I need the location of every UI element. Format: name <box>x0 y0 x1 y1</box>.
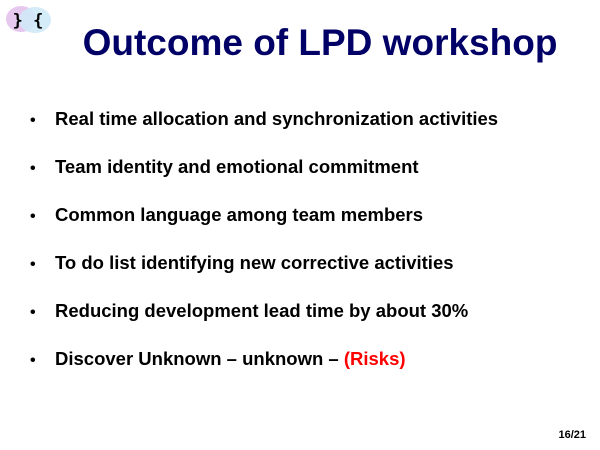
bullet-marker: • <box>30 304 36 321</box>
bullet-item <box>30 156 498 204</box>
bullet-marker: • <box>30 256 36 273</box>
bullet-text: Reducing development lead time by about 30% <box>55 300 469 321</box>
slide-title: Outcome of LPD workshop <box>82 22 558 63</box>
bullet-text: Real time allocation and synchronization activities <box>55 108 499 129</box>
page-number: 16/21 <box>558 429 586 441</box>
bullet-marker: • <box>30 352 36 369</box>
bullet-item <box>30 204 498 252</box>
bullet-text: Common language among team members <box>55 204 424 225</box>
bullet-text <box>55 348 406 370</box>
bullet-list <box>30 108 498 396</box>
bullet-item <box>30 348 498 396</box>
bullet-marker: • <box>30 112 36 129</box>
bullet-marker: • <box>30 208 36 225</box>
risks-highlight: (Risks) <box>343 348 406 369</box>
bullet-text: To do list identifying new corrective activities <box>55 252 454 273</box>
logo-text: } { <box>12 11 44 31</box>
bullet-text-main: Discover Unknown – unknown – <box>55 348 344 369</box>
bullet-item <box>30 300 498 348</box>
bullet-item <box>30 108 498 156</box>
bullet-marker: • <box>30 160 36 177</box>
bullet-item <box>30 252 498 300</box>
bullet-text: Team identity and emotional commitment <box>55 156 419 177</box>
